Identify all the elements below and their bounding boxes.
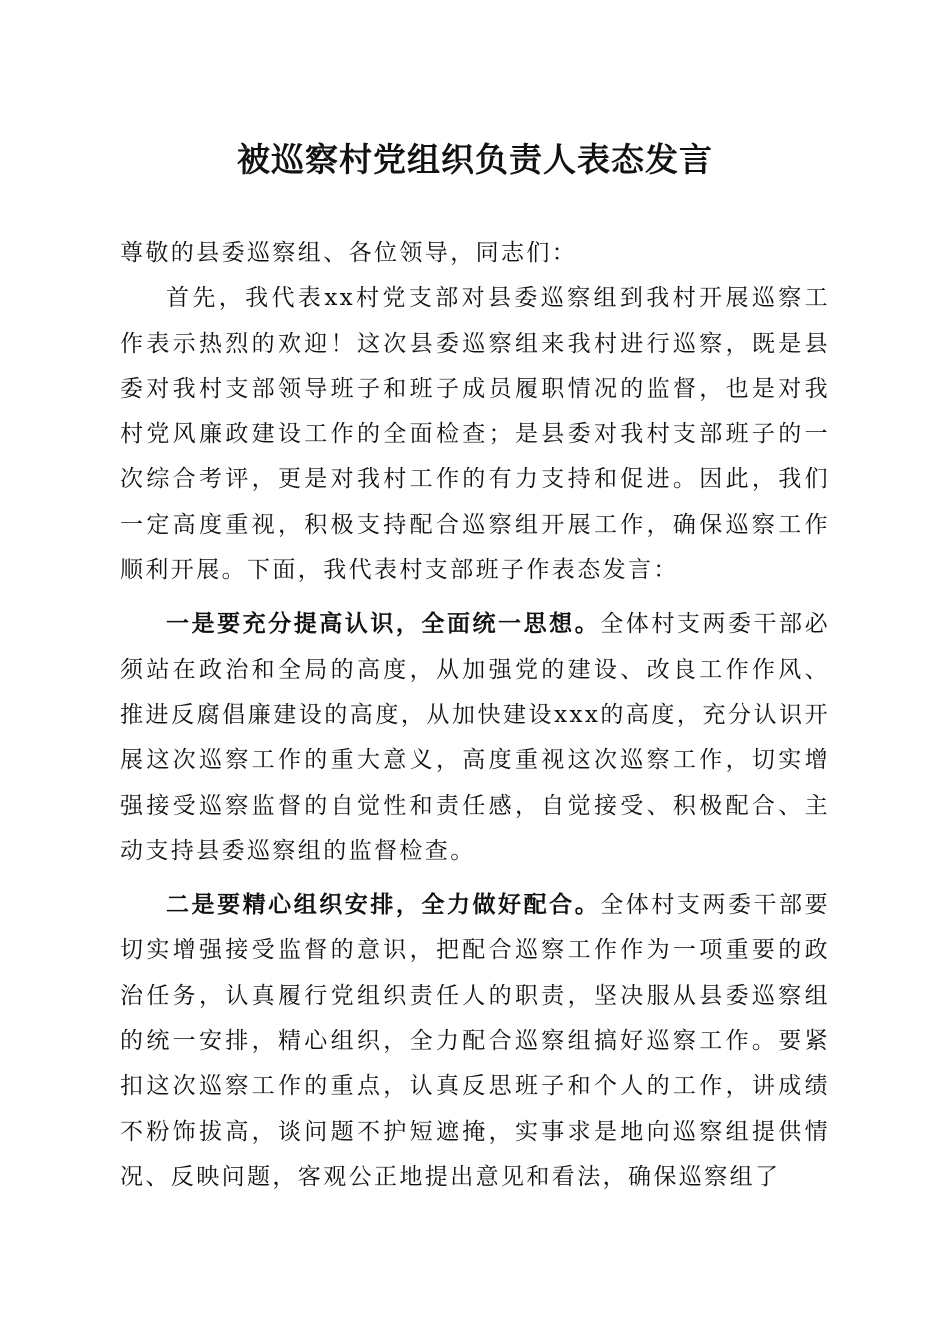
paragraph-lead: 一是要充分提高认识，全面统一思想。 xyxy=(166,610,601,638)
paragraph-text: 全体村支两委干部必须站在政治和全局的高度，从加强党的建设、改良工作作风、推进反腐倡廉建设的高度，从加快建设xxx的高度，充分认识开展这次巡察工作的重大意义，高度重视这次巡察工作，切实增强接受巡察监督的自觉性和责任感，自觉接受、积极配合、主动支持县委巡察组的监督检查。 xyxy=(120,611,830,864)
salutation: 尊敬的县委巡察组、各位领导，同志们： xyxy=(120,240,578,266)
paragraph-lead: 二是要精心组织安排，全力做好配合。 xyxy=(166,891,601,919)
paragraph-text: 首先，我代表xx村党支部对县委巡察组到我村开展巡察工作表示热烈的欢迎！这次县委巡察组来我村进行巡察，既是县委对我村支部领导班子和班子成员履职情况的监督，也是对我村党风廉政建设工作的全面检查；是县委对我村支部班子的一次综合考评，更是对我村工作的有力支持和促进。因此，我们一定高度重视，积极支持配合巡察组开展工作，确保巡察工作顺利开展。下面，我代表村支部班子作表态发言： xyxy=(120,285,830,584)
document-body xyxy=(120,231,830,1200)
paragraph-point-two xyxy=(120,882,830,1200)
document-title: 被巡察村党组织负责人表态发言 xyxy=(237,140,713,179)
paragraph-opening xyxy=(120,276,830,593)
paragraph-point-one xyxy=(120,601,830,874)
paragraph-text: 全体村支两委干部要切实增强接受监督的意识，把配合巡察工作作为一项重要的政治任务，认真履行党组织责任人的职责，坚决服从县委巡察组的统一安排，精心组织，全力配合巡察组搞好巡察工作。要紧扣这次巡察工作的重点，认真反思班子和个人的工作，讲成绩不粉饰拔高，谈问题不护短遮掩，实事求是地向巡察组提供情况、反映问题，客观公正地提出意见和看法，确保巡察组了 xyxy=(120,892,830,1190)
